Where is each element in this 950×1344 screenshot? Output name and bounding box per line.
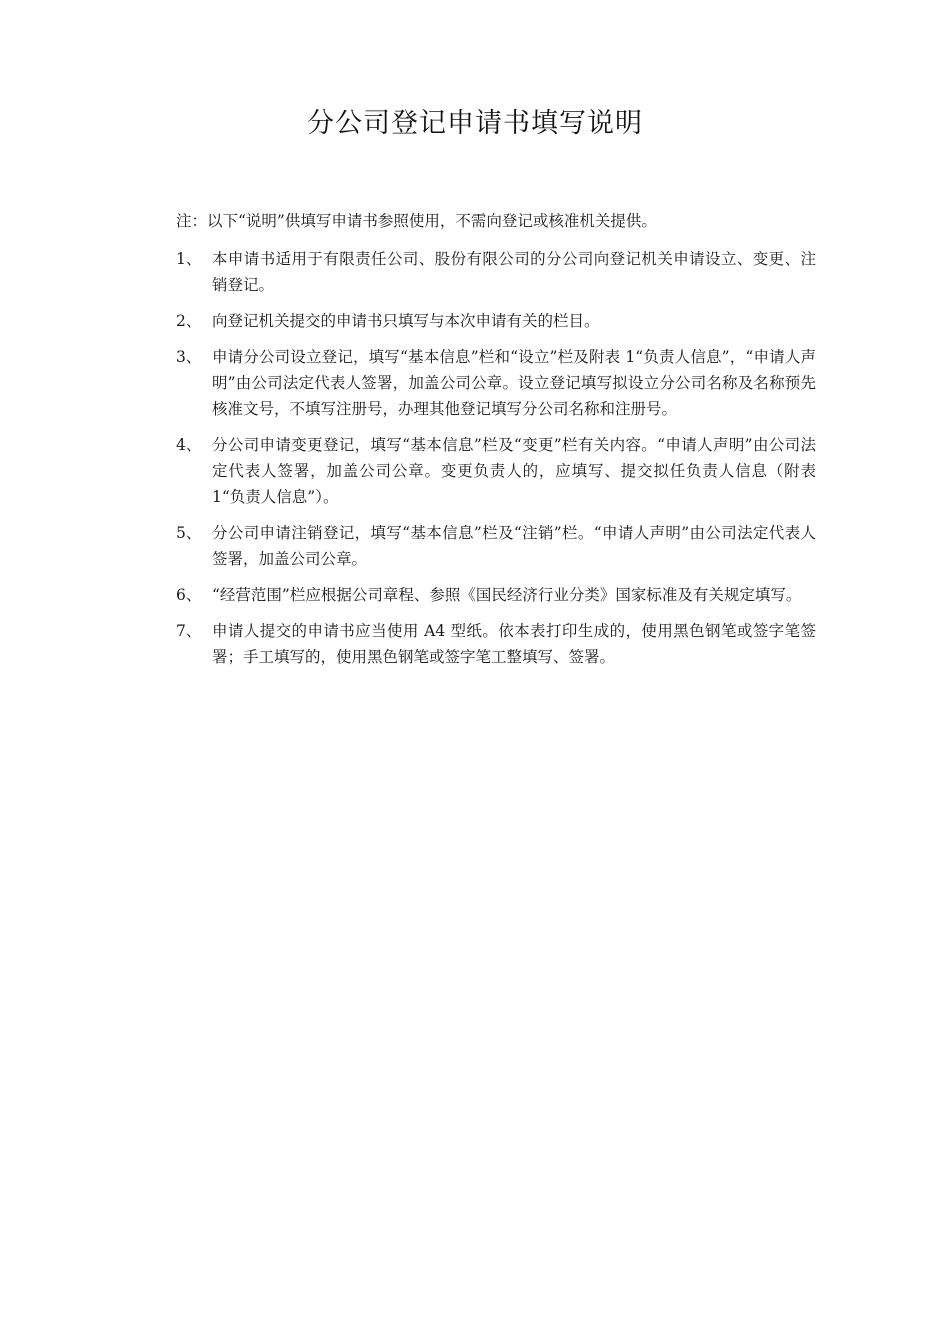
list-item-number: 7、 (176, 622, 202, 640)
list-item (176, 308, 816, 334)
list-item (176, 582, 816, 608)
list-item (176, 246, 816, 298)
list-item-number: 1、 (176, 250, 202, 268)
list-item-text: 申请人提交的申请书应当使用 A4 型纸。依本表打印生成的，使用黑色钢笔或签字笔签署；手工填写的，使用黑色钢笔或签字笔工整填写、签署。 (212, 622, 816, 666)
list-item-text: 分公司申请变更登记，填写“基本信息”栏及“变更”栏有关内容。“申请人声明”由公司法定代表人签署，加盖公司公章。变更负责人的，应填写、提交拟任负责人信息（附表 1“负责人信息”）。 (212, 436, 816, 506)
list-item-text: 分公司申请注销登记，填写“基本信息”栏及“注销”栏。“申请人声明”由公司法定代表人签署，加盖公司公章。 (212, 524, 816, 568)
note-paragraph: 注：以下“说明”供填写申请书参照使用，不需向登记或核准机关提供。 (176, 212, 657, 230)
list-item-text: 向登记机关提交的申请书只填写与本次申请有关的栏目。 (212, 312, 600, 330)
list-item-number: 3、 (176, 348, 202, 366)
instruction-list (176, 246, 816, 680)
list-item (176, 344, 816, 422)
list-item-text: “经营范围”栏应根据公司章程、参照《国民经济行业分类》国家标准及有关规定填写。 (212, 586, 802, 604)
list-item (176, 618, 816, 670)
list-item-text: 本申请书适用于有限责任公司、股份有限公司的分公司向登记机关申请设立、变更、注销登记。 (212, 250, 816, 294)
list-item-number: 6、 (176, 586, 202, 604)
list-item (176, 432, 816, 510)
list-item-number: 4、 (176, 436, 202, 454)
list-item-text: 申请分公司设立登记，填写“基本信息”栏和“设立”栏及附表 1“负责人信息”，“申请人声明”由公司法定代表人签署，加盖公司公章。设立登记填写拟设立分公司名称及名称预先核准文号，不填写注册号，办理其他登记填写分公司名称和注册号。 (212, 348, 816, 418)
page-title: 分公司登记申请书填写说明 (307, 108, 643, 139)
list-item-number: 5、 (176, 524, 202, 542)
list-item (176, 520, 816, 572)
list-item-number: 2、 (176, 312, 202, 330)
